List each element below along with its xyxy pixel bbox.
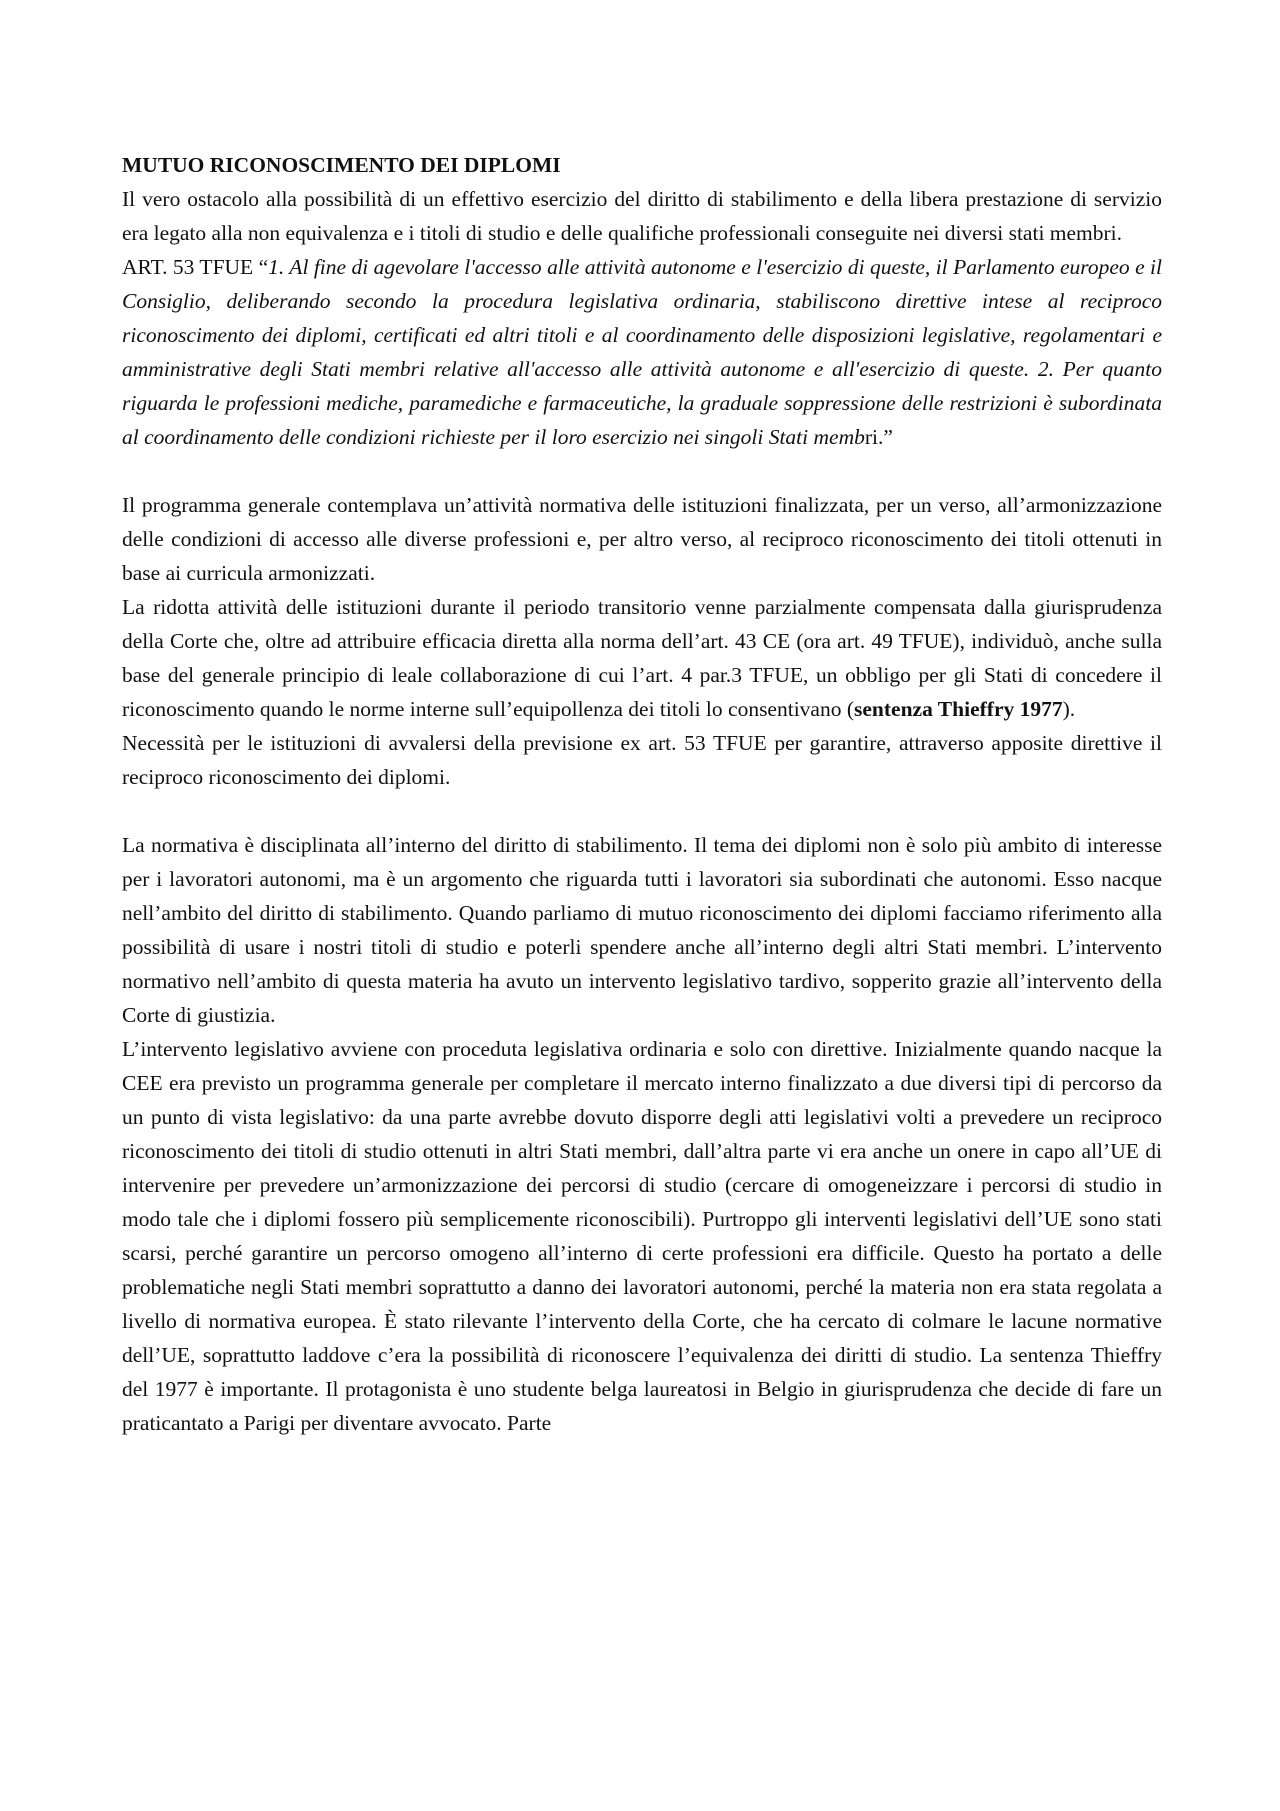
sentenza-thieffry-reference: sentenza Thieffry 1977 [854, 697, 1063, 721]
art53-tail: ri.” [864, 425, 893, 449]
paragraph-gap [122, 794, 1162, 828]
giurisprudenza-close: ). [1062, 697, 1076, 721]
paragraph-necessita: Necessità per le istituzioni di avvalersi della previsione ex art. 53 TFUE per garantire, attraverso apposite direttive il reciproco riconoscimento dei diplomi. [122, 731, 1162, 789]
paragraph-gap [122, 454, 1162, 488]
paragraph-programma: Il programma generale contemplava un’attività normativa delle istituzioni finalizzata, per un verso, all’armonizzazione delle condizioni di accesso alle diverse professioni e, per altro verso, al reciproco riconoscimento dei titoli ottenuti in base ai curricula armonizzati. [122, 493, 1162, 585]
paragraph-giurisprudenza [122, 590, 1162, 726]
paragraph-normativa: La normativa è disciplinata all’interno del diritto di stabilimento. Il tema dei diplomi non è solo più ambito di interesse per i lavoratori autonomi, ma è un argomento che riguarda tutti i lavoratori sia subordinati che autonomi. Esso nacque nell’ambito del diritto di stabilimento. Quando parliamo di mutuo riconoscimento dei diplomi facciamo riferimento alla possibilità di usare i nostri titoli di studio e poterli spendere anche all’interno degli altri Stati membri. L’intervento normativo nell’ambito di questa materia ha avuto un intervento legislativo tardivo, sopperito grazie all’intervento della Corte di giustizia. [122, 833, 1162, 1027]
art53-lead: ART. 53 TFUE “ [122, 255, 269, 279]
art53-quote: 1. Al fine di agevolare l'accesso alle attività autonome e l'esercizio di queste, il Parlamento europeo e il Consiglio, deliberando secondo la procedura legislativa ordinaria, stabiliscono direttive intese al reciproco riconoscimento dei diplomi, certificati ed altri titoli e al coordinamento delle disposizioni legislative, regolamentari e amministrative degli Stati membri relative all'accesso alle attività autonome e all'esercizio di queste. 2. Per quanto riguarda le professioni mediche, paramediche e farmaceutiche, la graduale soppressione delle restrizioni è subordinata al coordinamento delle condizioni richieste per il loro esercizio nei singoli Stati memb [122, 255, 1162, 449]
document-page [122, 148, 1162, 1440]
paragraph-intervento-legislativo: L’intervento legislativo avviene con proceduta legislativa ordinaria e solo con direttive. Inizialmente quando nacque la CEE era previsto un programma generale per completare il mercato interno finalizzato a due diversi tipi di percorso da un punto di vista legislativo: da una parte avrebbe dovuto disporre degli atti legislativi volti a prevedere un reciproco riconoscimento dei titoli di studio ottenuti in altri Stati membri, dall’altra parte vi era anche un onere in capo all’UE di intervenire per prevedere un’armonizzazione dei percorsi di studio (cercare di omogeneizzare i percorsi di studio in modo tale che i diplomi fossero più semplicemente riconoscibili). Purtroppo gli interventi legislativi dell’UE sono stati scarsi, perché garantire un percorso omogeno all’interno di certe professioni era difficile. Questo ha portato a delle problematiche negli Stati membri soprattutto a danno dei lavoratori autonomi, perché la materia non era stata regolata a livello di normativa europea. È stato rilevante l’intervento della Corte, che ha cercato di colmare le lacune normative dell’UE, soprattutto laddove c’era la possibilità di riconoscere l’equivalenza dei diritti di studio. La sentenza Thieffry del 1977 è importante. Il protagonista è uno studente belga laureatosi in Belgio in giurisprudenza che decide di fare un praticantato a Parigi per diventare avvocato. Parte [122, 1037, 1162, 1435]
paragraph-intro: Il vero ostacolo alla possibilità di un effettivo esercizio del diritto di stabilimento e della libera prestazione di servizio era legato alla non equivalenza e i titoli di studio e delle qualifiche professionali conseguite nei diversi stati membri. [122, 187, 1162, 245]
document-title: MUTUO RICONOSCIMENTO DEI DIPLOMI [122, 153, 561, 177]
paragraph-art53 [122, 250, 1162, 454]
giurisprudenza-text: La ridotta attività delle istituzioni durante il periodo transitorio venne parzialmente compensata dalla giurisprudenza della Corte che, oltre ad attribuire efficacia diretta alla norma dell’art. 43 CE (ora art. 49 TFUE), individuò, anche sulla base del generale principio di leale collaborazione di cui l’art. 4 par.3 TFUE, un obbligo per gli Stati di concedere il riconoscimento quando le norme interne sull’equipollenza dei titoli lo consentivano ( [122, 595, 1162, 721]
